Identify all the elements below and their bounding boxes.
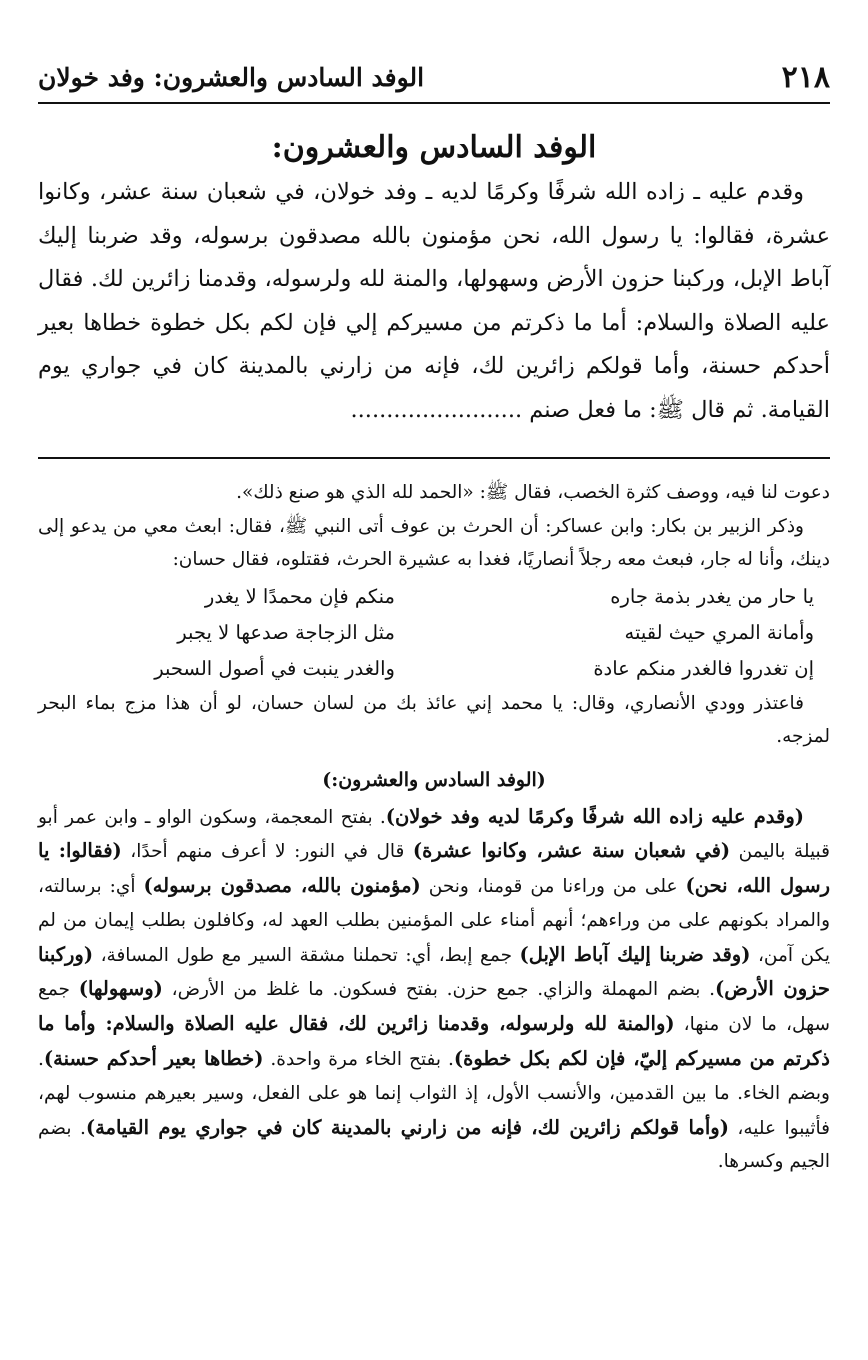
main-paragraph — [38, 171, 830, 432]
poem-verse — [38, 579, 830, 615]
quoted-text: (مؤمنون بالله، مصدقون برسوله) — [143, 874, 421, 898]
section-title: الوفد السادس والعشرون: — [271, 130, 597, 165]
explanation-text: جمع سهل، ما لان منها، — [38, 979, 830, 1036]
verse-first-hemistich: إن تغدروا فالغدر منكم عادة — [593, 656, 814, 680]
verse-first-hemistich: وأمانة المري حيث لقيته — [624, 620, 814, 644]
commentary-paragraph — [38, 800, 830, 1180]
footnote-separator — [38, 457, 830, 459]
poem-verse — [38, 615, 830, 651]
explanation-text: . بضم المهملة والزاي. جمع حزن. بفتح فسكون. ما غلظ من الأرض، — [162, 979, 716, 1001]
quoted-text: (وسهولها) — [78, 977, 163, 1001]
explanation-text: . بفتح الخاء مرة واحدة. — [263, 1049, 454, 1071]
quoted-text: (وقدم عليه زاده الله شرفًا وكرمًا لديه وفد خولان) — [385, 804, 804, 828]
quoted-text: (والمنة لله ولرسوله، وقدمنا زائرين لك، فقال عليه الصلاة والسلام: وأما ما ذكرتم من مسيركم إليّ، فإن لكم بكل خطوة) — [38, 1012, 830, 1071]
note-paragraph-2: وذكر الزبير بن بكار: وابن عساكر: أن الحرث بن عوف أتى النبي ﷺ، فقال: ابعث معي من يدعو إلى دينك، وأنا له جار، فبعث معه رجلاً أنصاريًا، فغدا به عشيرة الحرث، فقتلوه، فقال حسان: — [38, 515, 830, 570]
explanation-text: أي: برسالته، والمراد بكونهم على من وراءهم؛ أنهم أمناء على المؤمنين بطلب العهد له، وكافلون بطلب إيمان من لم يكن آمن، — [38, 876, 831, 966]
commentary-body — [38, 800, 830, 1180]
explanation-text: . بفتح المعجمة، وسكون الواو ـ وابن عمر أبو قبيلة باليمن — [38, 806, 830, 863]
verse-first-hemistich: يا حار من يغدر بذمة جاره — [610, 584, 814, 608]
running-title: الوفد السادس والعشرون: وفد خولان — [38, 62, 425, 92]
note-paragraph-3: فاعتذر وودي الأنصاري، وقال: يا محمد إني عائذ بك من لسان حسان، لو أن هذا مزج بماء البحر لمزجه. — [38, 692, 830, 747]
explanation-text: . بضم الجيم وكسرها. — [38, 1117, 830, 1173]
poem — [38, 579, 830, 687]
verse-second-hemistich: مثل الزجاجة صدعها لا يجبر — [177, 620, 395, 644]
quoted-text: (في شعبان سنة عشر، وكانوا عشرة) — [412, 839, 731, 863]
explanation-text: على من وراءنا من قومنا، ونحن — [420, 876, 686, 898]
explanation-text: . وبضم الخاء. ما بين القدمين، والأنسب الأول، إذ الثواب إنما هو على الفعل، وسير بعيرهم منسوب لهم، فأثيبوا عليه، — [38, 1049, 831, 1139]
quoted-text: (خطاها بعير أحدكم حسنة) — [43, 1047, 264, 1071]
quoted-text: (فقالوا: يا رسول الله، نحن) — [38, 839, 830, 898]
page-number: ٢١٨ — [781, 59, 830, 95]
explanation-text: قال في النور: لا أعرف منهم أحدًا، — [121, 841, 413, 863]
quoted-text: (وركبنا حزون الأرض) — [38, 942, 830, 1001]
page-header — [38, 52, 830, 104]
explanation-text: جمع إبط، أي: تحملنا مشقة السير مع طول المسافة، — [93, 944, 520, 966]
note-paragraph-1: دعوت لنا فيه، ووصف كثرة الخصب، فقال ﷺ: «الحمد لله الذي هو صنع ذلك». — [236, 482, 830, 503]
quoted-text: (وأما قولكم زائرين لك، فإنه من زارني بالمدينة كان في جواري يوم القيامة) — [85, 1115, 729, 1139]
main-paragraph-text: وقدم عليه ـ زاده الله شرفًا وكرمًا لديه ـ وفد خولان، في شعبان سنة عشر، وكانوا عشرة، فقالوا: يا رسول الله، نحن مؤمنون بالله مصدقون برسوله، وقد ضربنا إليك آباط الإبل، وركبنا حزون الأرض وسهولها، والمنة لله ولرسوله، وقدمنا زائرين لك. فقال عليه الصلاة والسلام: أما ما ذكرتم من مسيركم إلي فإن لكم بكل خطوة خطاها بعير أحدكم حسنة، وأما قولكم زائرين لك، فإنه من زارني بالمدينة كان في جواري يوم القيامة. ثم قال ﷺ: ما فعل صنم — [38, 179, 830, 423]
quoted-text: (وقد ضربنا إليك آباط الإبل) — [519, 942, 751, 966]
main-text — [38, 130, 830, 432]
ellipsis-dots: ........................ — [350, 396, 523, 423]
verse-second-hemistich: منكم فإن محمدًا لا يغدر — [204, 584, 395, 608]
verse-second-hemistich: والغدر ينبت في أصول السحبر — [154, 656, 395, 680]
commentary-section — [38, 476, 830, 1179]
commentary-subtitle: (الوفد السادس والعشرون:) — [322, 768, 546, 791]
poem-verse — [38, 651, 830, 687]
